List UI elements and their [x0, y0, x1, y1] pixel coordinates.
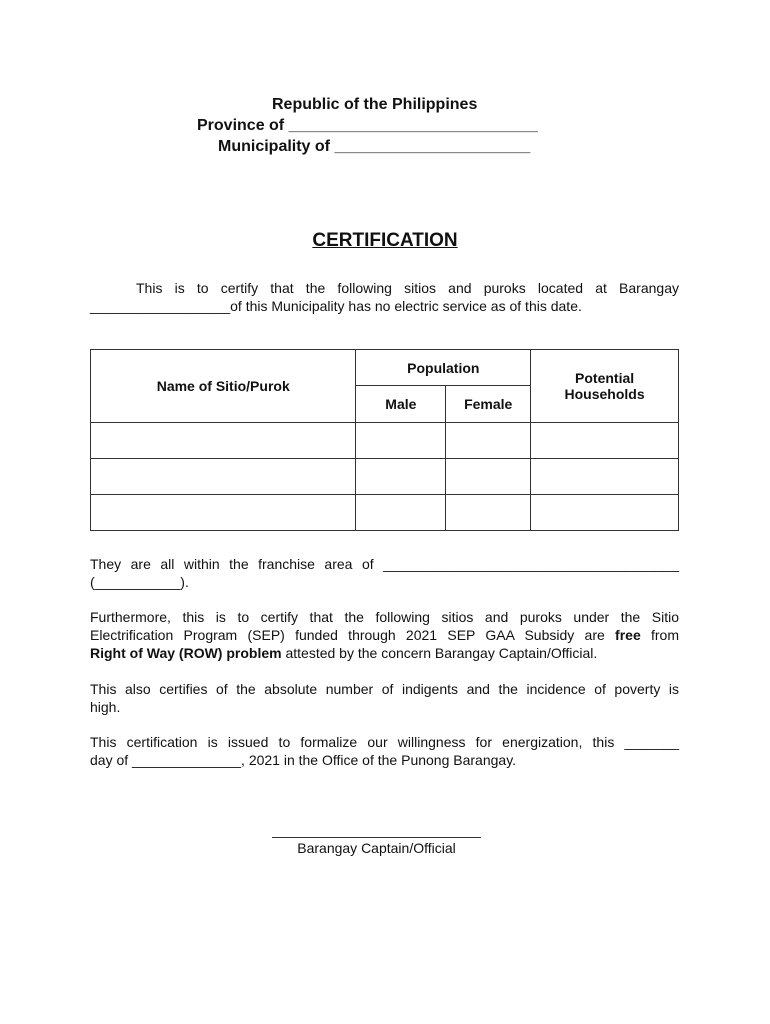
franchise-line-2: (___________). [90, 574, 189, 590]
indigents-line-1: This also certifies of the absolute number of indigents and the incidence of poverty is [90, 681, 679, 697]
furthermore-line-1: Furthermore, this is to certify that the following sitios and puroks under the Sitio [90, 609, 679, 625]
furthermore-line-3-post: attested by the concern Barangay Captain/Official. [281, 645, 598, 661]
furthermore-line-3 [90, 644, 679, 662]
table-cell [356, 459, 446, 495]
franchise-line-1: They are all within the franchise area of ______________________________________ [90, 556, 679, 572]
table-row [91, 459, 679, 495]
indigents-line-2: high. [90, 699, 121, 715]
furthermore-line-2-post: from [640, 627, 680, 643]
table-cell [356, 423, 446, 459]
table-cell [446, 423, 531, 459]
issued-paragraph [90, 733, 679, 769]
signature-label: Barangay Captain/Official [297, 840, 456, 856]
furthermore-paragraph [90, 608, 679, 662]
sitio-table [90, 349, 679, 531]
table-cell [91, 495, 356, 531]
intro-line-1: This is to certify that the following sitios and puroks located at Barangay [136, 280, 679, 296]
header-republic: Republic of the Philippines [272, 96, 478, 113]
header-male: Male [356, 386, 446, 423]
page-title: CERTIFICATION [312, 230, 458, 251]
header-municipality: Municipality of ______________________ [218, 138, 531, 155]
table-row [91, 495, 679, 531]
issued-line-2: day of ______________, 2021 in the Office of the Punong Barangay. [90, 752, 517, 768]
header-population: Population [356, 350, 531, 386]
intro-line-2: __________________of this Municipality has no electric service as of this date. [90, 298, 582, 314]
header-households-line-1: Potential [575, 370, 635, 386]
row-problem-emphasis: Right of Way (ROW) problem [90, 645, 282, 661]
header-province: Province of ____________________________ [197, 117, 538, 134]
table-cell [531, 459, 679, 495]
table-cell [446, 459, 531, 495]
header-households-line-2: Households [564, 386, 645, 402]
indigents-paragraph [90, 680, 679, 716]
table-cell [446, 495, 531, 531]
table-cell [91, 459, 356, 495]
signature-line [272, 837, 481, 838]
issued-line-1: This certification is issued to formalize our willingness for energization, this _______ [90, 734, 679, 750]
header-potential-households [531, 350, 679, 423]
header-name-sitio: Name of Sitio/Purok [91, 350, 356, 423]
franchise-paragraph [90, 555, 679, 591]
free-emphasis: free [615, 627, 641, 643]
furthermore-line-2 [90, 626, 679, 644]
furthermore-line-2-pre: Electrification Program (SEP) funded through 2021 SEP GAA Subsidy are [90, 627, 616, 643]
table-cell [356, 495, 446, 531]
header-female: Female [446, 386, 531, 423]
intro-paragraph [90, 279, 679, 315]
table-cell [531, 423, 679, 459]
table-cell [531, 495, 679, 531]
table-row [91, 423, 679, 459]
table-cell [91, 423, 356, 459]
